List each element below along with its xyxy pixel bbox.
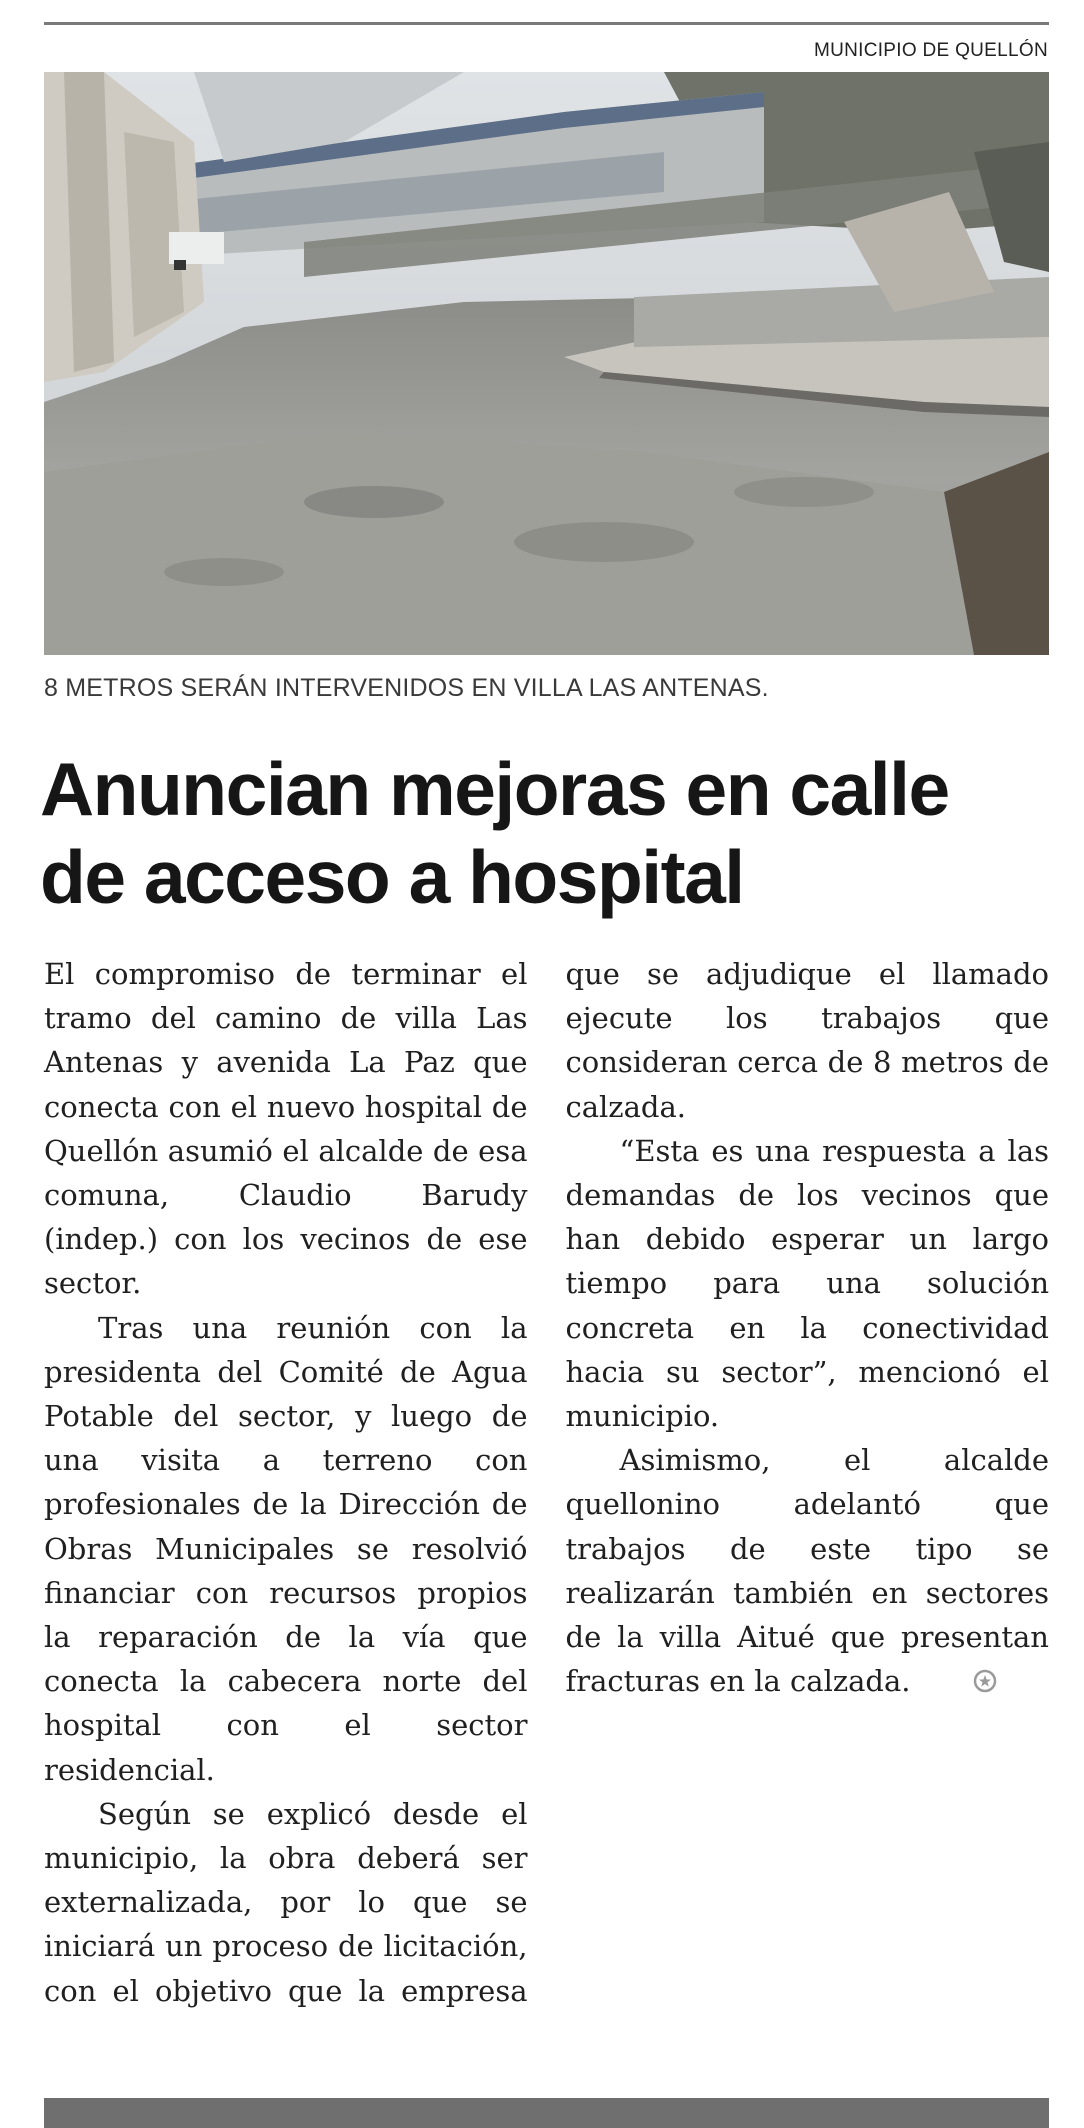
body-paragraph: Según se explicó desde el municipio, la obra deberá ser externalizada, por lo que se iniciará un proceso de licitación, con el objetivo que la empresa que se adjudique el llamado ejecute los trabajos que consideran cerca de 8 metros de calzada. bbox=[44, 957, 1049, 2008]
street-photo-illustration bbox=[44, 72, 1049, 655]
body-paragraph-text: Asimismo, el alcalde quellonino adelantó que trabajos de este tipo se realizarán también en sectores de la villa Aitué que presentan fracturas en la calzada. bbox=[565, 1443, 1049, 1699]
photo-caption: 8 METROS SERÁN INTERVENIDOS EN VILLA LAS ANTENAS. bbox=[44, 674, 769, 702]
section-label: MUNICIPIO DE QUELLÓN bbox=[813, 40, 1048, 61]
bottom-bar bbox=[44, 2098, 1049, 2128]
body-paragraph: “Esta es una respuesta a las demandas de los vecinos que han debido esperar un largo tiempo para una solución concreta en la conectividad hacia su sector”, mencionó el municipio. bbox=[565, 1133, 1049, 1434]
top-rule bbox=[44, 22, 1049, 25]
body-paragraph: El compromiso de terminar el tramo del camino de villa Las Antenas y avenida La Paz que conecta con el nuevo hospital de Quellón asumió el alcalde de esa comuna, Claudio Barudy (indep.) con los vecinos de ese sector. bbox=[44, 957, 528, 1301]
headline: Anuncian mejoras en calle de acceso a hospital bbox=[40, 747, 949, 919]
body-paragraph-last bbox=[566, 1438, 1050, 1705]
end-of-article-icon bbox=[919, 1661, 997, 1705]
article-body bbox=[44, 952, 1049, 2032]
article-photo bbox=[44, 72, 1049, 655]
body-paragraph: Tras una reunión con la presidenta del Comité de Agua Potable del sector, y luego de una visita a terreno con profesionales de la Dirección de Obras Municipales se resolvió financiar con recursos propios la reparación de la vía que conecta la cabecera norte del hospital con el sector residencial. bbox=[44, 1310, 528, 1787]
